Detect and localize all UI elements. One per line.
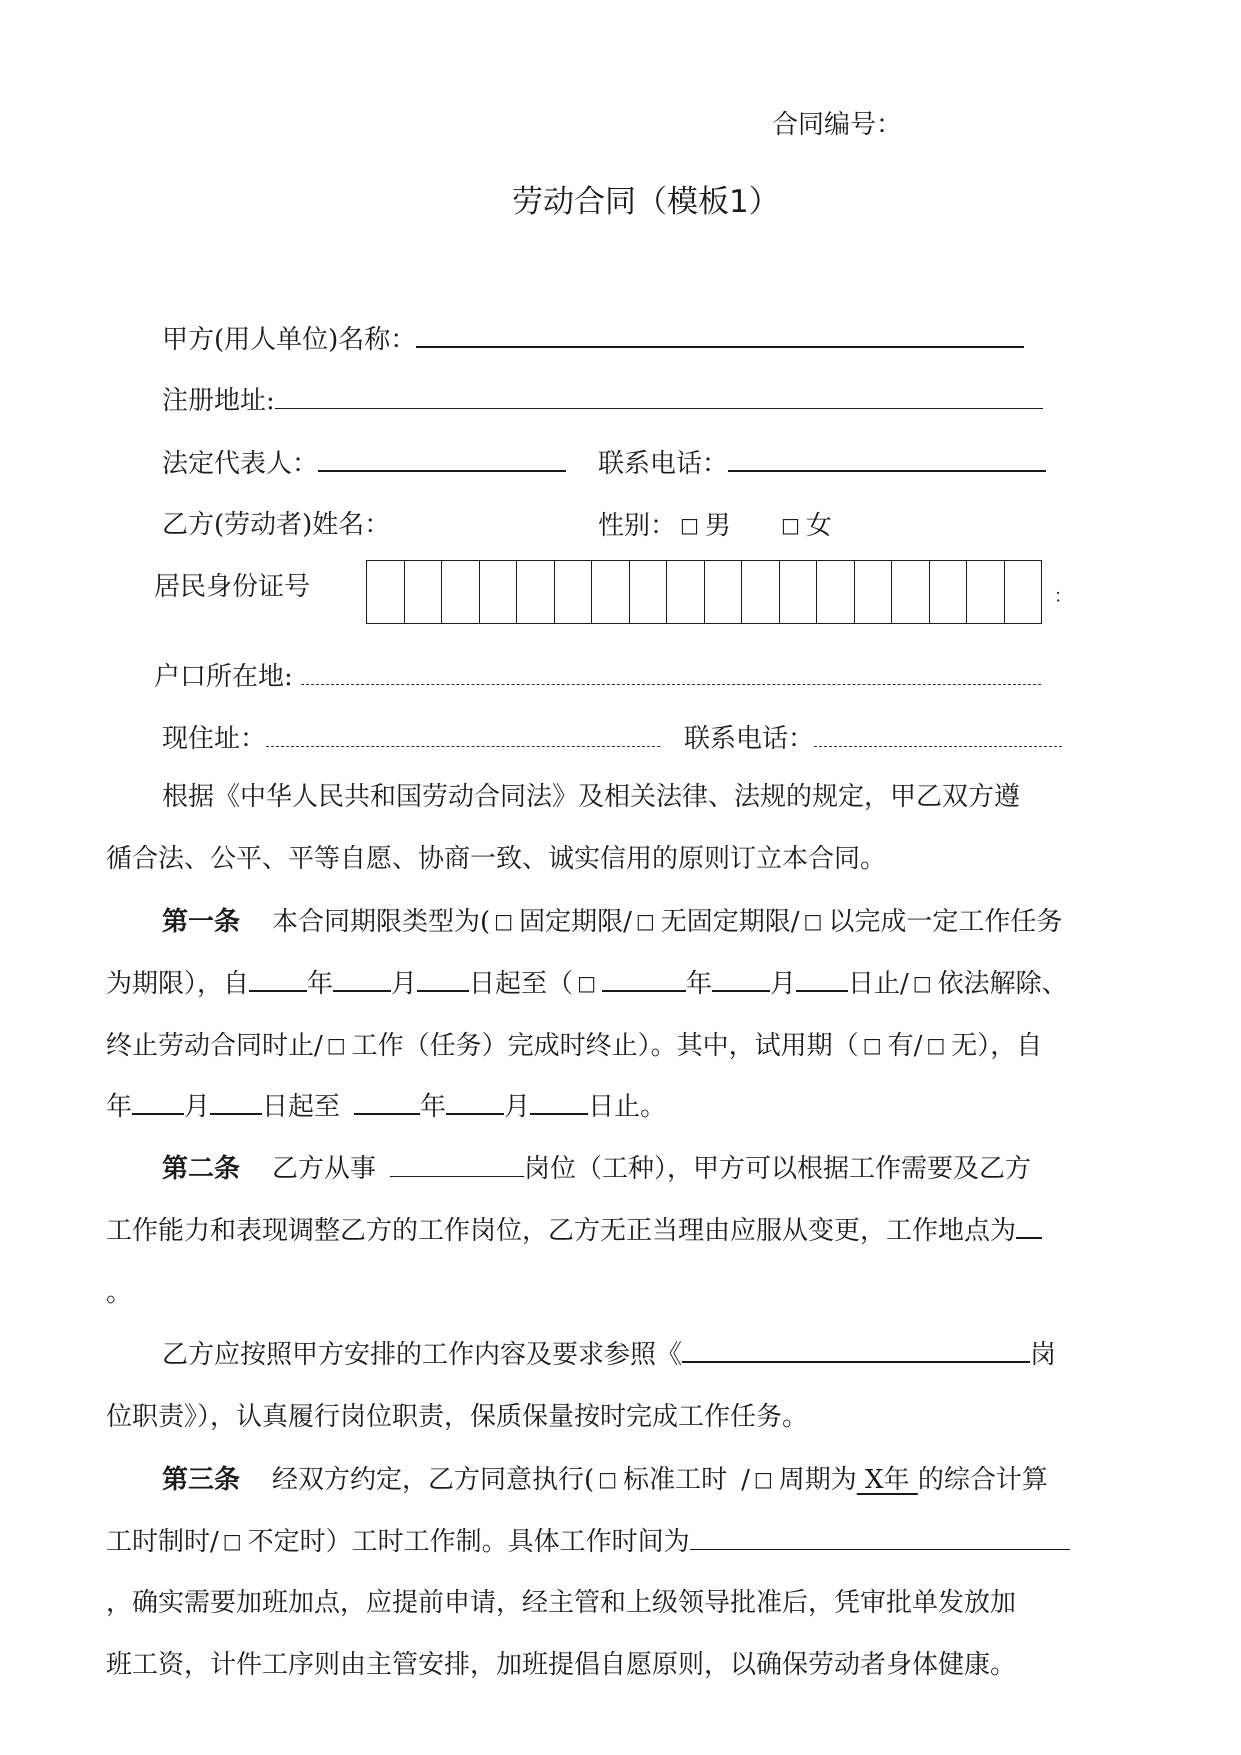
reg-address-row (162, 384, 1043, 418)
termination-text: 终止劳动合同时止/ (106, 1031, 323, 1061)
probation-start-day-field[interactable] (210, 1087, 262, 1115)
checkbox-male[interactable]: □ (680, 513, 699, 537)
checkbox-female[interactable]: □ (780, 513, 800, 537)
probation-yes-label: 有/ (887, 1031, 923, 1061)
probation-text: 工作（任务）完成时终止）。其中，试用期（ (351, 1031, 859, 1061)
gender-female-label: 女 (805, 511, 832, 541)
legal-rep-row (162, 446, 566, 481)
article3-text-2: 的综合计算 (917, 1465, 1048, 1495)
intro-text-2: 循合法、公平、平等自愿、协商一致、诚实信用的原则订立本合同。 (106, 844, 887, 874)
id-digit-cell[interactable] (592, 561, 630, 623)
article2-line-5 (106, 1386, 1158, 1448)
id-digit-cell[interactable] (780, 561, 818, 623)
document-title: 劳动合同（模板1） (512, 184, 780, 220)
id-digit-cell[interactable] (517, 561, 555, 623)
article1-line-2 (106, 952, 1158, 1014)
article2-heading: 第二条 (162, 1154, 241, 1184)
article2-duties-text: 乙方应按照甲方安排的工作内容及要求参照《 (162, 1340, 683, 1370)
checkbox-fixed-term[interactable]: □ (494, 909, 514, 933)
checkbox-flexible-hours[interactable]: □ (222, 1529, 242, 1553)
day-to-text: 日起至（ (469, 969, 574, 999)
article2-line-4 (106, 1324, 1158, 1386)
work-location-field[interactable] (1016, 1211, 1042, 1239)
article1-heading: 第一条 (162, 907, 241, 937)
checkbox-open-term[interactable]: □ (635, 909, 655, 933)
article3-line-4 (106, 1634, 1158, 1696)
probation-end-text: 日止。 (588, 1092, 667, 1122)
article3-heading: 第三条 (162, 1465, 241, 1495)
end-day-field[interactable] (796, 964, 848, 992)
hukou-field[interactable] (301, 662, 1041, 685)
contract-number-label: 合同编号： (772, 110, 903, 140)
start-month-field[interactable] (333, 964, 391, 992)
article3-text-3: 工时制时/ (106, 1527, 219, 1557)
probation-end-month-field[interactable] (446, 1087, 504, 1115)
id-number-label: 居民身份证号 (154, 572, 311, 602)
cycle-value: X年 (865, 1465, 910, 1495)
cycle-text: 周期为 (778, 1465, 857, 1495)
party-a-name-label: 甲方(用人单位)名称： (162, 325, 417, 355)
probation-start-month-field[interactable] (132, 1087, 184, 1115)
gender-label: 性别： (598, 511, 677, 541)
option-open-term: 无固定期限/ (660, 907, 800, 937)
position-field[interactable] (390, 1150, 524, 1177)
checkbox-task-term[interactable]: □ (803, 909, 823, 933)
party-b-name-label: 乙方(劳动者)姓名： (162, 510, 391, 540)
cycle-value-field[interactable] (857, 1465, 918, 1495)
day-end-text: 日止/ (848, 969, 909, 999)
id-digit-cell[interactable] (630, 561, 668, 623)
legal-rep-field[interactable] (318, 446, 566, 472)
intro-line-1 (106, 766, 1158, 828)
year-label: 年 (420, 1092, 447, 1122)
id-digit-cell[interactable] (930, 561, 968, 623)
end-month-field[interactable] (712, 964, 770, 992)
id-number-grid[interactable] (366, 560, 1042, 624)
phone-b-label: 联系电话： (684, 724, 815, 754)
id-digit-cell[interactable] (480, 561, 518, 623)
article1-from-text: 为期限），自 (106, 969, 250, 999)
current-address-field[interactable] (266, 724, 660, 747)
month-label: 月 (769, 969, 796, 999)
checkbox-cycle-hours[interactable]: □ (753, 1467, 773, 1491)
end-year-field[interactable] (602, 964, 686, 992)
id-digit-cell[interactable] (555, 561, 593, 623)
gender-male-label: 男 (704, 511, 731, 541)
start-year-field[interactable] (249, 964, 307, 992)
id-digit-cell[interactable] (705, 561, 743, 623)
article1-text: 本合同期限类型为( (272, 907, 491, 937)
article2-line-1 (106, 1138, 1158, 1200)
id-digit-cell[interactable] (667, 561, 705, 623)
intro-line-2 (106, 828, 1158, 890)
article3-line-1 (106, 1448, 1158, 1510)
option-fixed-term: 固定期限/ (519, 907, 632, 937)
id-number-colon: ： (1054, 586, 1072, 607)
article2-period: 。 (106, 1278, 133, 1308)
checkbox-probation-no[interactable]: □ (926, 1033, 946, 1057)
article3-line-3 (106, 1572, 1158, 1634)
work-hours-field[interactable] (690, 1523, 1070, 1550)
checkbox-task-complete[interactable]: □ (326, 1033, 346, 1057)
id-digit-cell[interactable] (892, 561, 930, 623)
gender-row (598, 508, 832, 543)
start-day-field[interactable] (417, 964, 469, 992)
article1-line-3 (106, 1014, 1158, 1076)
article2-line-3 (106, 1262, 1158, 1324)
article3-text-4: 不定时）工时工作制。具体工作时间为 (247, 1527, 690, 1557)
phone-a-row (598, 446, 1046, 481)
probation-end-year-field[interactable] (354, 1087, 420, 1115)
intro-text-1: 根据《中华人民共和国劳动合同法》及相关法律、法规的规定，甲乙双方遵 (162, 782, 1021, 812)
article3-text-5: ，确实需要加班加点，应提前申请，经主管和上级领导批准后，凭审批单发放加 (106, 1588, 1017, 1618)
year-label: 年 (106, 1092, 133, 1122)
article2-duties-tail: 岗 (1030, 1340, 1057, 1370)
article2-position-text: 乙方从事 (272, 1154, 377, 1184)
hukou-row (154, 660, 1041, 694)
option-separator: / (741, 1465, 750, 1495)
article1-line-4 (106, 1076, 1158, 1138)
article3-text-6: 班工资，计件工序则由主管安排，加班提倡自愿原则，以确保劳动者身体健康。 (106, 1650, 1017, 1680)
id-digit-cell[interactable] (1005, 561, 1042, 623)
article3-text-1: 经双方约定，乙方同意执行( (272, 1465, 595, 1495)
id-digit-cell[interactable] (367, 561, 405, 623)
contract-body (106, 766, 1158, 1696)
phone-b-field[interactable] (814, 724, 1062, 747)
phone-b-row (684, 722, 1062, 756)
legal-rep-label: 法定代表人： (162, 449, 319, 479)
id-digit-cell[interactable] (405, 561, 443, 623)
id-digit-cell[interactable] (442, 561, 480, 623)
month-label: 月 (184, 1092, 211, 1122)
hukou-label: 户口所在地: (154, 662, 293, 692)
current-address-row (162, 722, 660, 756)
party-a-name-field[interactable] (416, 322, 1024, 348)
article2-text-1: 岗位（工种），甲方可以根据工作需要及乙方 (524, 1154, 1032, 1184)
article2-text-2: 工作能力和表现调整乙方的工作岗位，乙方无正当理由应服从变更，工作地点为 (106, 1216, 1017, 1246)
checkbox-legal-termination[interactable]: □ (912, 971, 932, 995)
year-label: 年 (307, 969, 334, 999)
article2-line-2 (106, 1200, 1158, 1262)
reg-address-label: 注册地址: (162, 386, 275, 416)
phone-a-label: 联系电话： (598, 449, 729, 479)
year-label: 年 (685, 969, 712, 999)
article1-line-1 (106, 890, 1158, 952)
month-label: 月 (391, 969, 418, 999)
month-label: 月 (504, 1092, 531, 1122)
probation-no-label: 无），自 (951, 1031, 1043, 1061)
checkbox-standard-hours[interactable]: □ (598, 1467, 618, 1491)
legal-termination-text: 依法解除、 (937, 969, 1068, 999)
id-digit-cell[interactable] (967, 561, 1005, 623)
probation-end-day-field[interactable] (530, 1087, 588, 1115)
id-digit-cell[interactable] (855, 561, 893, 623)
reg-address-field[interactable] (275, 386, 1043, 409)
phone-a-field[interactable] (728, 446, 1046, 472)
checkbox-end-date[interactable]: □ (577, 971, 596, 995)
option-task-term: 以完成一定工作任务 (828, 907, 1063, 937)
probation-start-text: 日起至 (262, 1092, 341, 1122)
party-a-name-row (162, 322, 1024, 357)
article2-text-3: 位职责》），认真履行岗位职责，保质保量按时完成工作任务。 (106, 1402, 809, 1432)
job-duties-field[interactable] (682, 1335, 1030, 1363)
id-digit-cell[interactable] (817, 561, 855, 623)
checkbox-probation-yes[interactable]: □ (862, 1033, 882, 1057)
option-standard-hours: 标准工时 (623, 1465, 728, 1495)
current-address-label: 现住址： (162, 724, 267, 754)
id-digit-cell[interactable] (742, 561, 780, 623)
article3-line-2 (106, 1510, 1158, 1572)
